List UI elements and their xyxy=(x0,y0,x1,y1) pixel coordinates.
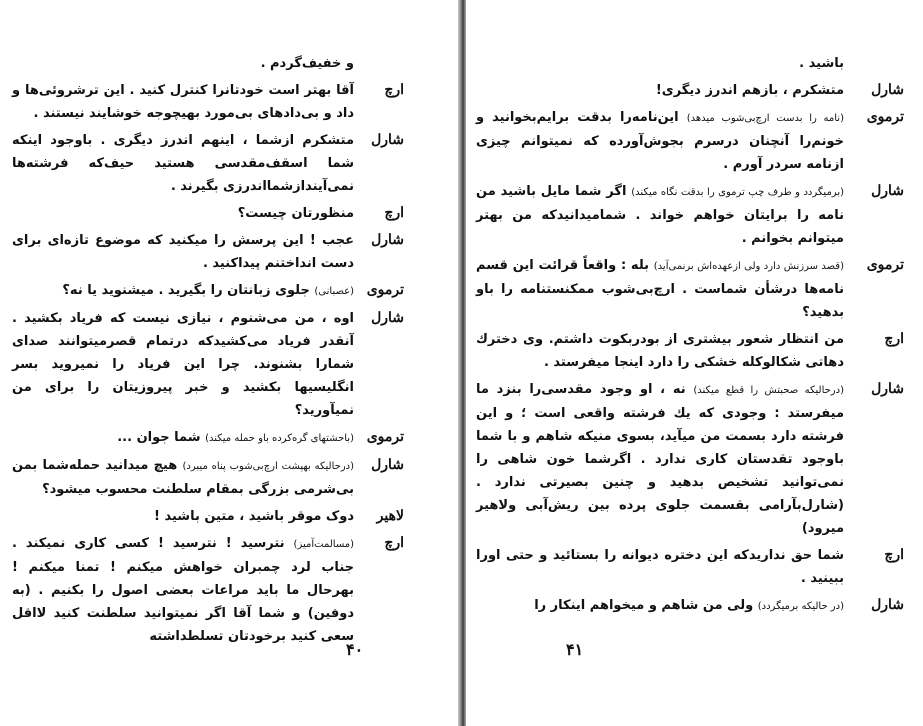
dialogue-entry xyxy=(476,544,904,590)
dialogue-entry xyxy=(12,532,404,648)
speech-line: نترسید ! نترسید ! کسی کاری نمیکند . جناب لرد چمبران خواهش میکنم ! تمنا میکنم ! بهرحال ما باید مراعات بعضی اصول را بکنیم . (به دوفین) و شما آقا اگر نمیتوانید سلطنت کنید لااقل سعی کنید برخودتان تسلطداشته xyxy=(12,536,354,644)
speech-text: متشکرم ، بازهم اندرز دیگری! xyxy=(655,83,844,98)
speech-text: من انتظار شعور بیشتری از بودربکوت داشتم. وی دخترك دهاتی شکالوکله خشکی را دارد اینجا میفرستد . xyxy=(476,332,844,370)
speaker-name: ترموی xyxy=(366,282,404,298)
speech-text: باشید . xyxy=(799,56,844,71)
speaker-name: ترموی xyxy=(866,109,904,125)
speaker-name: شارل xyxy=(871,183,904,199)
speech-line: بله : واقعاً قرائت این قسم نامه‌ها درشأن شماست . ارچ‌بی‌شوب ممکنستنامه را باو بدهید؟ xyxy=(476,258,844,320)
speech-line: ولی من شاهم و میخواهم اینکار را xyxy=(534,598,754,613)
dialogue-entry xyxy=(476,106,904,176)
dialogue-entry xyxy=(476,594,904,618)
stage-direction: (عصبانی) xyxy=(314,286,354,297)
speech-line: شما جوان ... xyxy=(117,430,201,445)
dialogue-entry xyxy=(476,52,904,75)
dialogue-entry xyxy=(476,180,904,250)
speech-text xyxy=(476,254,844,324)
speaker-name: شارل xyxy=(371,310,404,326)
speaker-name: ترموی xyxy=(866,257,904,273)
stage-direction: (درحالیکه صحبتش را قطع میکند) xyxy=(693,385,844,396)
speech-text xyxy=(476,594,844,618)
dialogue-entry xyxy=(476,328,904,374)
speech-line: این‌نامه‌را بدقت برایم‌بخوانید و خونم‌را آنچنان درسرم بجوش‌آورده که نمیتوانم چیزی ازنامه سردر آورم . xyxy=(476,110,844,172)
speech-text: آقا بهتر است خودتانرا کنترل کنید . این ترشروئی‌ها و داد و بی‌دادهای بی‌مورد بهیچوجه خوشایند نیستند . xyxy=(12,83,354,121)
stage-direction: (برمیگردد و طرف چپ ترموی را بدقت نگاه میکند) xyxy=(631,187,845,198)
speech-text: و خفیف‌گردم . xyxy=(260,56,354,71)
stage-direction: (باحشتهای گره‌کرده باو حمله میکند) xyxy=(205,433,354,444)
dialogue-entry xyxy=(12,52,404,75)
left-page-content xyxy=(12,52,404,652)
speech-text xyxy=(476,180,844,250)
speaker-name: شارل xyxy=(371,132,404,148)
speech-text: منظورتان چیست؟ xyxy=(237,206,354,221)
speaker-name: شارل xyxy=(371,232,404,248)
speaker-name: ارچ xyxy=(384,535,404,551)
dialogue-entry xyxy=(12,229,404,275)
stage-direction: (نامه را بدست ارچ‌بی‌شوب میدهد) xyxy=(686,113,844,124)
speech-line: جلوی زبانتان را بگیرید . میشنوید یا نه؟ xyxy=(62,283,310,298)
dialogue-entry xyxy=(12,202,404,225)
left-page xyxy=(0,0,460,726)
speech-text xyxy=(12,426,354,450)
speaker-name: لاهیر xyxy=(376,508,404,524)
right-page-content xyxy=(476,52,904,622)
page-number: ۴۰ xyxy=(346,640,364,659)
dialogue-entry xyxy=(476,378,904,540)
speaker-name: شارل xyxy=(871,82,904,98)
speech-line: هیچ میدانید حمله‌شما بمن بی‌شرمی بزرگی بمقام سلطنت محسوب میشود؟ xyxy=(12,458,354,497)
speech-text: عجب ! این پرسش را میکنید که موضوع تازه‌ای برای دست انداختنم پیداکنید . xyxy=(12,233,354,271)
speaker-name: شارل xyxy=(871,597,904,613)
speech-text xyxy=(12,532,354,648)
dialogue-entry xyxy=(12,307,404,422)
stage-direction: (مسالمت‌آمیز) xyxy=(293,539,354,550)
speaker-name: ترموی xyxy=(366,429,404,445)
speech-text: متشکرم ازشما ، اینهم اندرز دیگری . باوجود اینکه شما اسقف‌مقدسی هستید حیف‌که فرشته‌ها نمی‌آیندازشمااندرزی بگیرند . xyxy=(12,133,354,194)
speech-text: شما حق ندارید‌که این دختره دیوانه را بستائید و حتی اورا ببینید . xyxy=(476,548,844,586)
right-page xyxy=(466,0,923,726)
stage-direction: (در حالیکه برمیگردد) xyxy=(757,601,844,612)
speaker-name: ارچ xyxy=(884,331,904,347)
speech-text xyxy=(476,378,844,540)
speech-text: اوه ، من می‌شنوم ، نیازی نیست که فریاد بکشید . آنقدر فریاد می‌کشیدکه درتمام قصرمیتوانند صدای شمارا بشنوند. چرا این فریاد را نمیروید بسر انگلیسیها بکشید و خبر پیروزیتان را برای من نمیآورید؟ xyxy=(12,311,354,418)
dialogue-entry xyxy=(12,505,404,528)
speech-text: دوک موقر باشید ، متین باشید ! xyxy=(154,509,354,524)
dialogue-entry xyxy=(12,426,404,450)
dialogue-entry xyxy=(476,254,904,324)
dialogue-entry xyxy=(12,129,404,198)
speaker-name: ارچ xyxy=(884,547,904,563)
speech-text xyxy=(12,279,354,303)
dialogue-entry xyxy=(12,79,404,125)
page-number: ۴۱ xyxy=(566,640,584,659)
speech-text xyxy=(12,454,354,501)
speech-line: نه ، او وجود مقدسی‌را بنزد ما میفرستد : وجودی که یك فرشته واقعی است ؛ و این فرشته دارد بسمت من میآید، بسوی منیکه شاهم و با شما باوجود تقدستان کاری ندارد . اگرشما خون شاهی را نمی‌توانید تشخیص بدهید و چنین بصیرتی ندارد . (شارل‌بآرامی بقسمت جلوی پرده بین ریش‌آبی ولاهیر میرود) xyxy=(476,382,844,536)
stage-direction: (درحالیکه بهپشت ارچ‌بی‌شوب پناه میبرد) xyxy=(182,461,354,472)
speech-text xyxy=(476,106,844,176)
dialogue-entry xyxy=(476,79,904,102)
stage-direction: (قصد سرزنش دارد ولی ازعهده‌اش برنمی‌آید) xyxy=(653,261,844,272)
speaker-name: شارل xyxy=(871,381,904,397)
speaker-name: ارچ xyxy=(384,82,404,98)
speaker-name: شارل xyxy=(371,457,404,473)
speaker-name: ارچ xyxy=(384,205,404,221)
dialogue-entry xyxy=(12,279,404,303)
speech-line: اگر شما مایل باشید من نامه را برایتان خواهم خواند . شمامیدانیدکه من بهتر میتوانم بخوانم . xyxy=(476,184,844,246)
dialogue-entry xyxy=(12,454,404,501)
